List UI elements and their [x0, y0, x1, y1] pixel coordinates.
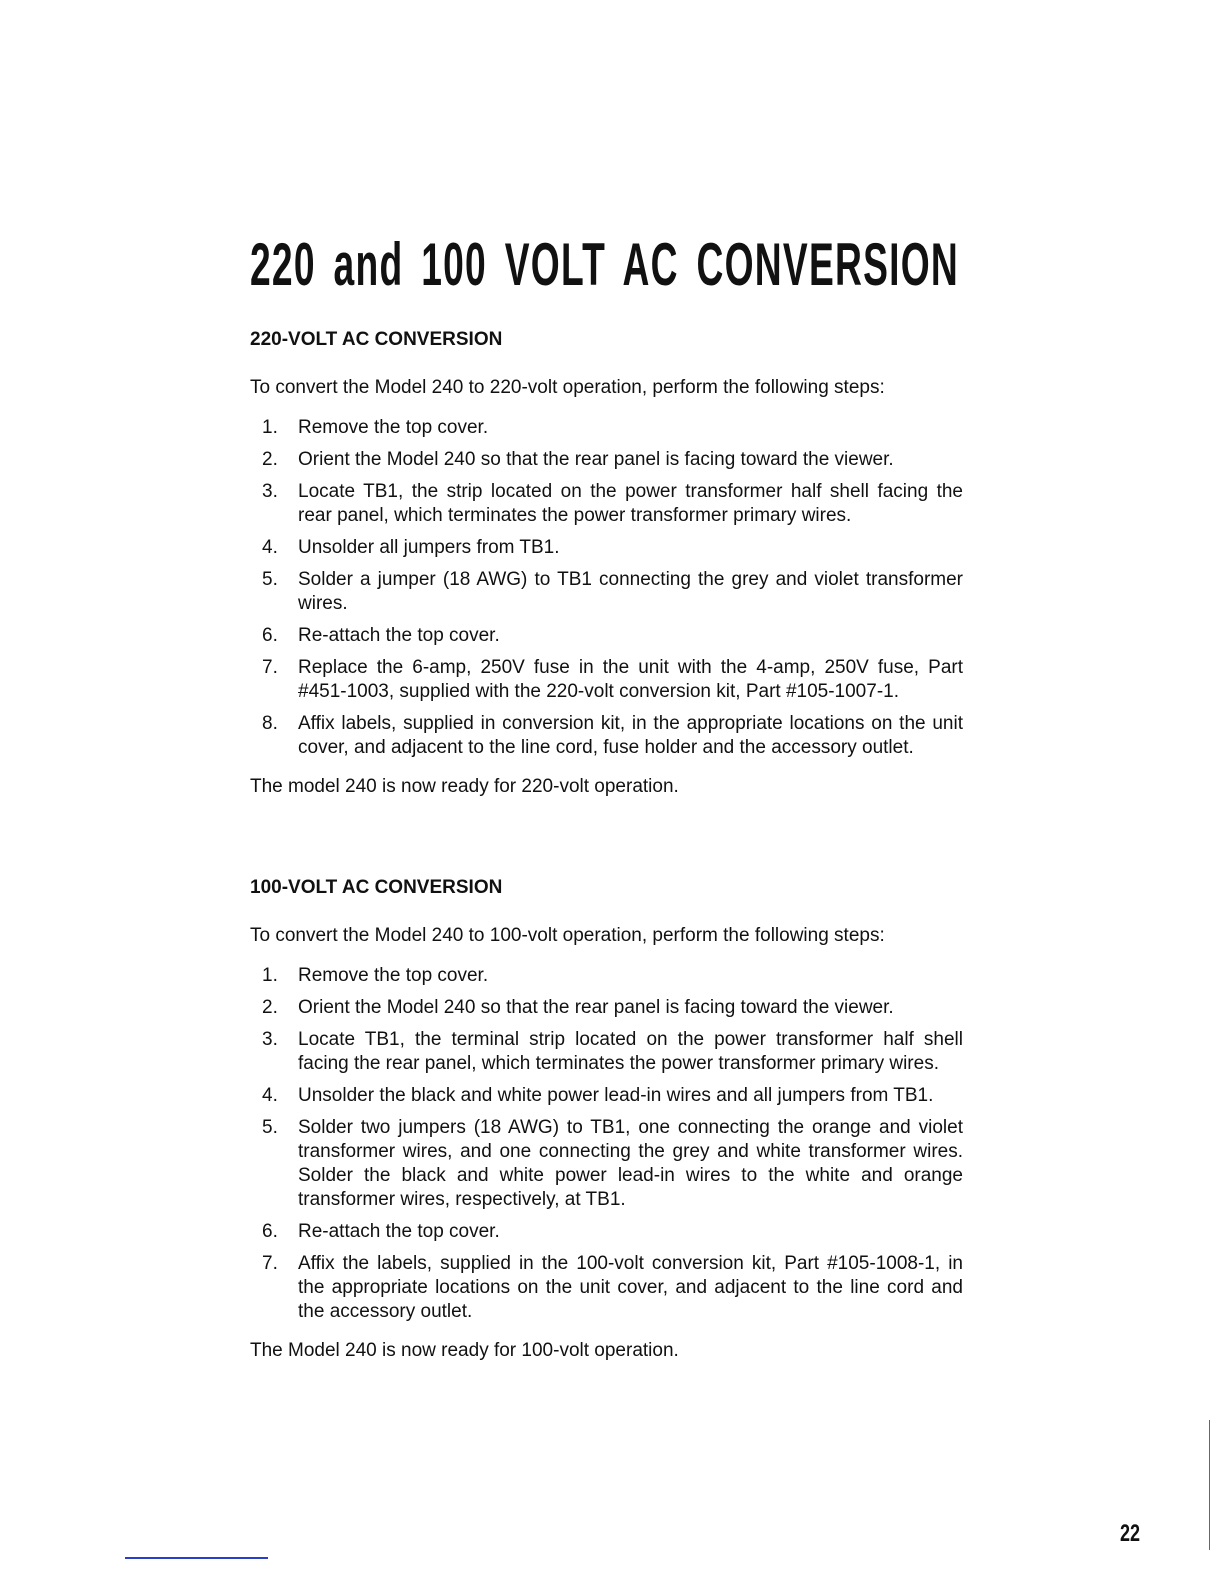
page-title: 220 and 100 VOLT AC CONVERSION [250, 231, 960, 298]
list-item [250, 656, 963, 704]
step-number: 4. [262, 537, 278, 558]
list-item [250, 1220, 963, 1244]
step-text: Unsolder the black and white power lead-in wires and all jumpers from TB1. [298, 1085, 934, 1106]
list-item [250, 416, 963, 440]
list-item [250, 1116, 963, 1212]
list-item [250, 1252, 963, 1324]
list-item [250, 1028, 963, 1076]
step-number: 2. [262, 997, 278, 1018]
step-text: Solder two jumpers (18 AWG) to TB1, one connecting the orange and violet transformer wires, and one connecting the grey and white transformer wires. Solder the black and white power lead-in wires to the white and orange transformer wires, respectively, at TB1. [298, 1117, 963, 1210]
step-number: 6. [262, 625, 278, 646]
step-number: 3. [262, 1029, 278, 1050]
list-item [250, 964, 963, 988]
step-text: Locate TB1, the terminal strip located on the power transformer half shell facing the rear panel, which terminates the power transformer primary wires. [298, 1029, 963, 1074]
step-text: Affix the labels, supplied in the 100-volt conversion kit, Part #105-1008-1, in the appropriate locations on the unit cover, and adjacent to the line cord and the accessory outlet. [298, 1253, 963, 1322]
step-text: Solder a jumper (18 AWG) to TB1 connecting the grey and violet transformer wires. [298, 569, 963, 614]
step-number: 3. [262, 481, 278, 502]
steps-list [250, 416, 963, 760]
step-text: Re-attach the top cover. [298, 625, 500, 646]
step-number: 5. [262, 1117, 278, 1138]
step-number: 5. [262, 569, 278, 590]
step-text: Locate TB1, the strip located on the power transformer half shell facing the rear panel, which terminates the power transformer primary wires. [298, 481, 963, 526]
section-heading: 220-VOLT AC CONVERSION [250, 329, 503, 350]
list-item [250, 624, 963, 648]
steps-list [250, 964, 963, 1324]
step-text: Orient the Model 240 so that the rear panel is facing toward the viewer. [298, 449, 894, 470]
step-number: 6. [262, 1221, 278, 1242]
step-number: 8. [262, 713, 278, 734]
section-100-volt [250, 876, 963, 1363]
page-edge-line [1209, 1420, 1210, 1550]
section-heading: 100-VOLT AC CONVERSION [250, 877, 503, 898]
list-item [250, 1084, 963, 1108]
step-number: 2. [262, 449, 278, 470]
step-text: Remove the top cover. [298, 417, 489, 438]
scan-edge-line [125, 1557, 268, 1559]
step-number: 1. [262, 965, 278, 986]
step-number: 7. [262, 657, 278, 678]
step-text: Remove the top cover. [298, 965, 489, 986]
section-intro: To convert the Model 240 to 100-volt operation, perform the following steps: [250, 925, 885, 946]
section-intro: To convert the Model 240 to 220-volt operation, perform the following steps: [250, 377, 885, 398]
step-number: 4. [262, 1085, 278, 1106]
section-outro: The model 240 is now ready for 220-volt operation. [250, 776, 679, 797]
list-item [250, 536, 963, 560]
list-item [250, 448, 963, 472]
step-text: Replace the 6-amp, 250V fuse in the unit with the 4-amp, 250V fuse, Part #451-1003, supplied with the 220-volt conversion kit, Part #105-1007-1. [298, 657, 963, 702]
step-number: 7. [262, 1253, 278, 1274]
step-number: 1. [262, 417, 278, 438]
page-number: 22 [1120, 1520, 1141, 1547]
section-220-volt [250, 328, 963, 799]
section-outro: The Model 240 is now ready for 100-volt operation. [250, 1340, 679, 1361]
step-text: Orient the Model 240 so that the rear panel is facing toward the viewer. [298, 997, 894, 1018]
step-text: Re-attach the top cover. [298, 1221, 500, 1242]
list-item [250, 712, 963, 760]
list-item [250, 568, 963, 616]
step-text: Unsolder all jumpers from TB1. [298, 537, 560, 558]
list-item [250, 480, 963, 528]
list-item [250, 996, 963, 1020]
step-text: Affix labels, supplied in conversion kit, in the appropriate locations on the unit cover, and adjacent to the line cord, fuse holder and the accessory outlet. [298, 713, 963, 758]
